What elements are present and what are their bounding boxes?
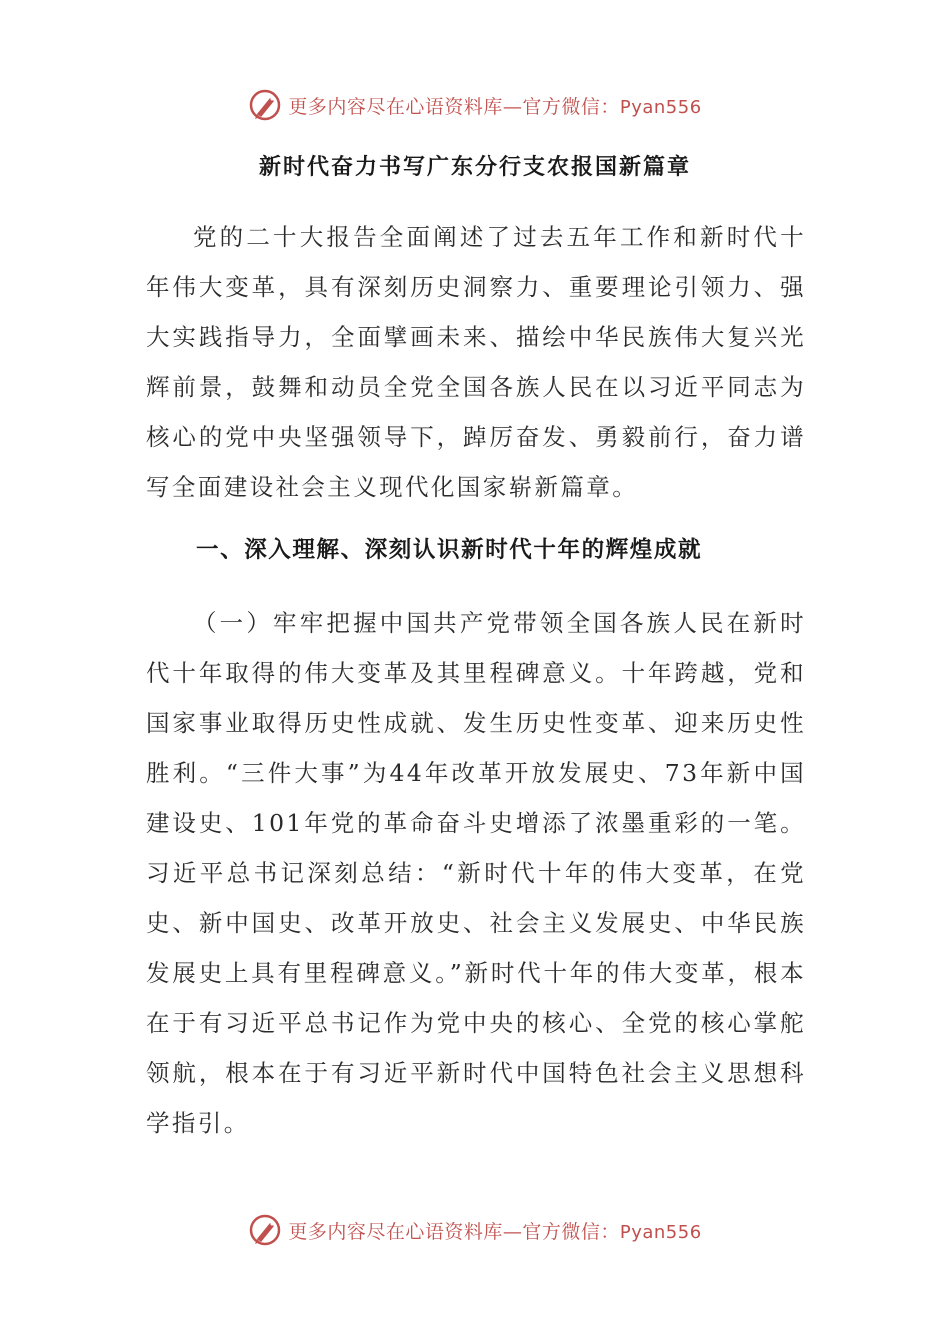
section-heading: 一、深入理解、深刻认识新时代十年的辉煌成就 [196,537,703,563]
paragraph-intro: 党的二十大报告全面阐述了过去五年工作和新时代十年伟大变革，具有深刻历史洞察力、重要理论引领力、强大实践指导力，全面擘画未来、描绘中华民族伟大复兴光辉前景，鼓舞和动员全党全国各族人民在以习近平同志为核心的党中央坚强领导下，踔厉奋发、勇毅前行，奋力谱写全面建设社会主义现代化国家崭新篇章。 [146,223,806,501]
header-watermark [0,85,950,125]
pen-logo-icon [248,1213,282,1247]
paragraph-section-one: （一）牢牢把握中国共产党带领全国各族人民在新时代十年取得的伟大变革及其里程碑意义。十年跨越，党和国家事业取得历史性成就、发生历史性变革、迎来历史性胜利。“三件大事”为44年改革开放发展史、73年新中国建设史、101年党的革命奋斗史增添了浓墨重彩的一笔。习近平总书记深刻总结：“新时代十年的伟大变革，在党史、新中国史、改革开放史、社会主义发展史、中华民族发展史上具有里程碑意义。”新时代十年的伟大变革，根本在于有习近平总书记作为党中央的核心、全党的核心掌舵领航，根本在于有习近平新时代中国特色社会主义思想科学指引。 [146,609,806,1137]
footer-watermark [0,1210,950,1250]
document-title: 新时代奋力书写广东分行支农报国新篇章 [258,154,691,180]
pen-logo-icon [248,88,282,122]
watermark-text: 更多内容尽在心语资料库—官方微信：Pyan556 [288,1220,702,1243]
watermark-text: 更多内容尽在心语资料库—官方微信：Pyan556 [288,95,702,118]
